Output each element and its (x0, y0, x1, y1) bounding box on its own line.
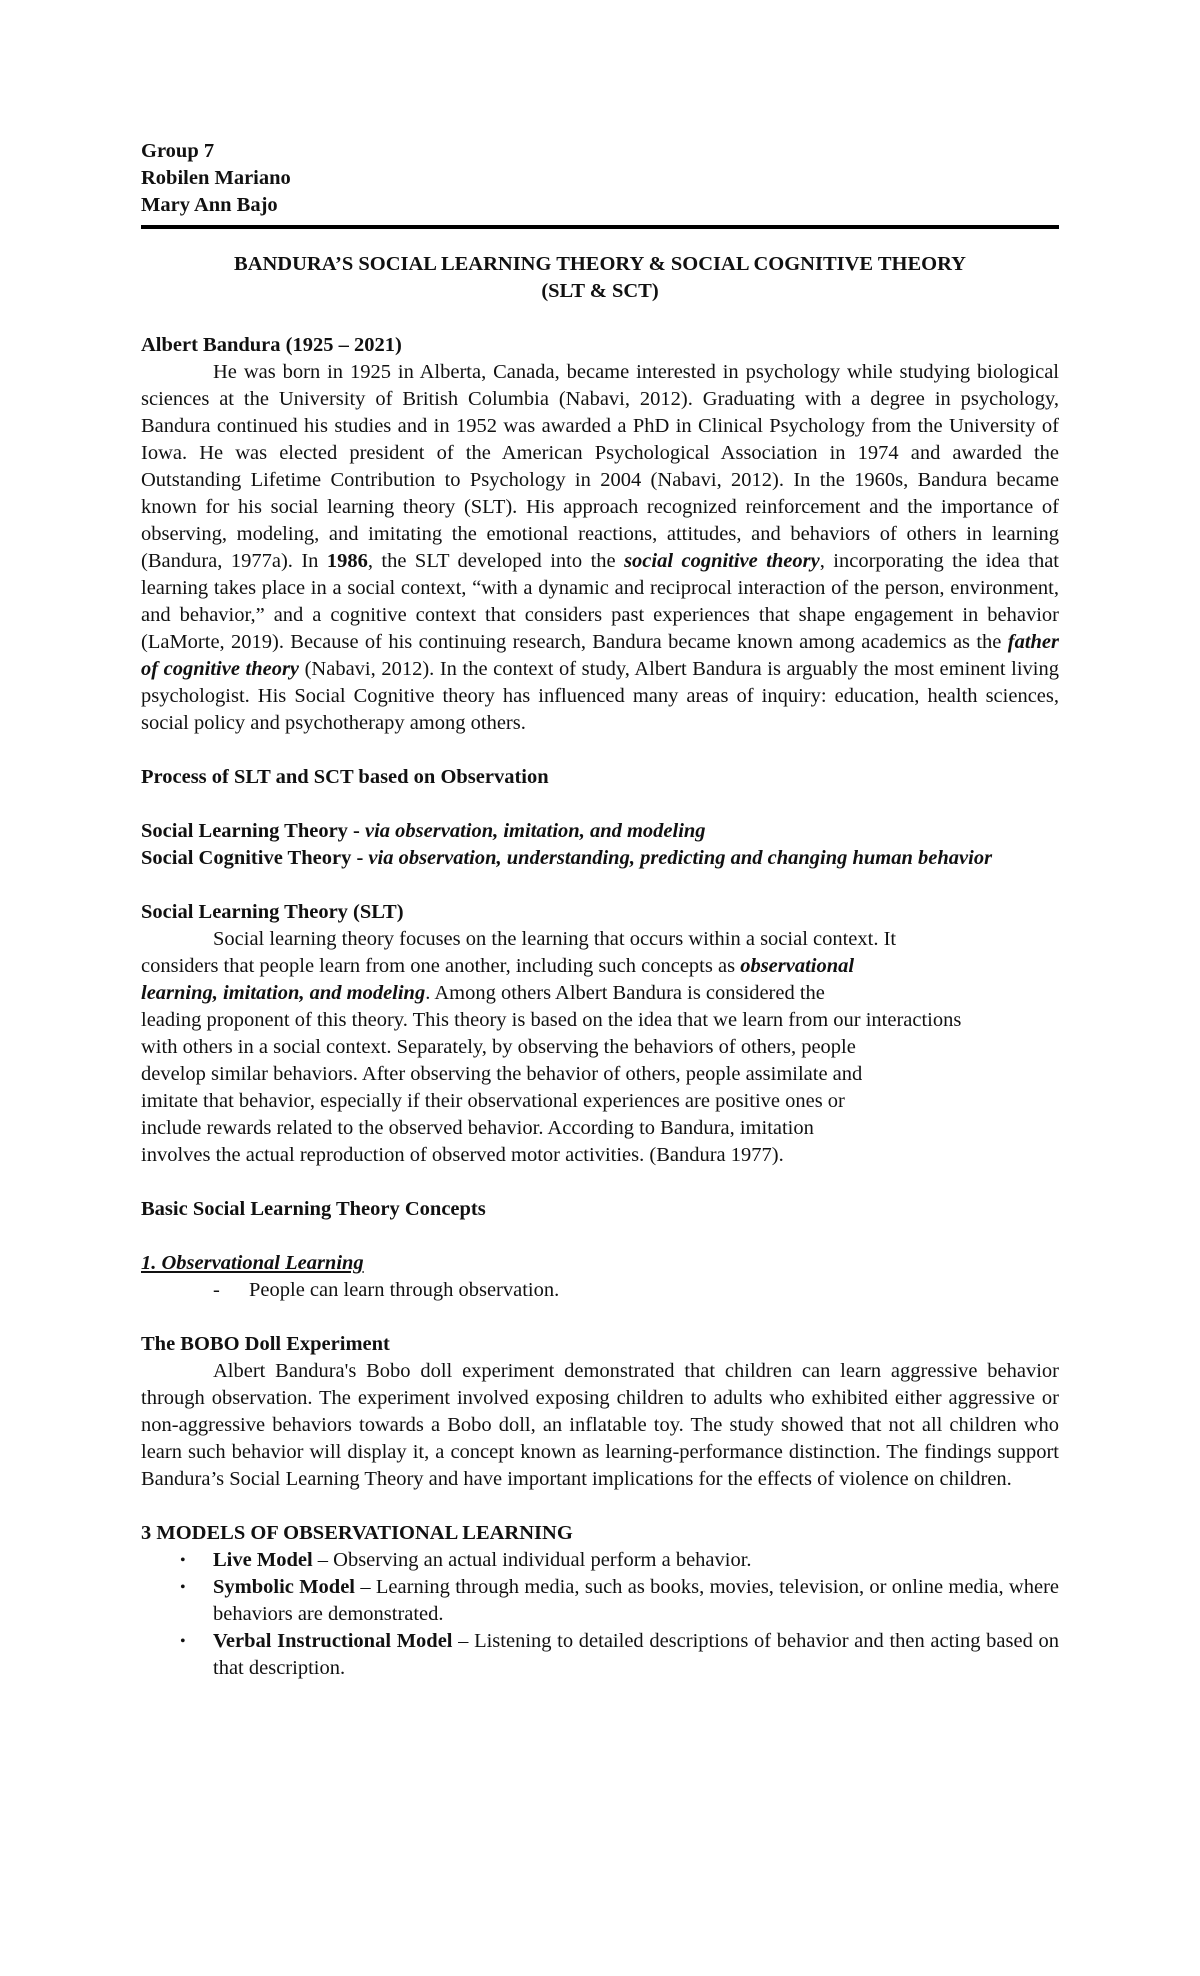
dash-marker: - (213, 1279, 220, 1301)
bullet-icon: • (180, 1579, 186, 1596)
slt-line-2-text: considers that people learn from one another, including such concepts as (141, 955, 741, 977)
title-line-2: (SLT & SCT) (541, 280, 659, 302)
process-sct-line (141, 845, 1059, 872)
bio-sct-term: social cognitive theory (624, 550, 820, 572)
process-slt-text: via observation, imitation, and modeling (365, 820, 706, 842)
bio-text-1: He was born in 1925 in Alberta, Canada, became interested in psychology while studying biological sciences at the University of British Columbia (Nabavi, 2012). Graduating with a degree in psychology, Bandura continued his studies and in 1952 was awarded a PhD in Clinical Psychology from the University of Iowa. He was elected president of the American Psychological Association in 1974 and awarded the Outstanding Lifetime Contribution to Psychology in 2004 (Nabavi, 2012). In the 1960s, Bandura became known for his social learning theory (SLT). His approach recognized reinforcement and the importance of observing, modeling, and imitating the emotional reactions, attitudes, and behaviors of others in learning (Bandura, 1977a). In (141, 361, 1059, 572)
model-name: Symbolic Model (213, 1576, 355, 1598)
slt-term-learning: learning, imitation, and modeling (141, 982, 426, 1004)
author-name-1: Robilen Mariano (141, 167, 291, 189)
bobo-heading: The BOBO Doll Experiment (141, 1333, 390, 1355)
slt-heading: Social Learning Theory (SLT) (141, 901, 404, 923)
list-item (141, 1547, 1059, 1574)
concept-item-text: People can learn through observation. (249, 1279, 560, 1301)
bullet-icon: • (180, 1552, 186, 1569)
bio-father-term: father of cognitive theory (141, 631, 1059, 680)
group-label: Group 7 (141, 140, 215, 162)
model-name: Live Model (213, 1549, 313, 1571)
bobo-paragraph: Albert Bandura's Bobo doll experiment demonstrated that children can learn aggressive behavior through observation. The experiment involved exposing children to adults who exhibited either aggressive or non-aggressive behaviors towards a Bobo doll, an inflatable toy. The study showed that not all children who learn such behavior will display it, a concept known as learning-performance distinction. The findings support Bandura’s Social Learning Theory and have important implications for the effects of violence on children. (141, 1360, 1059, 1490)
bullet-icon: • (180, 1633, 186, 1650)
model-desc: – Observing an actual individual perform a behavior. (312, 1549, 752, 1571)
bio-paragraph (141, 359, 1059, 737)
list-item (141, 1574, 1059, 1628)
concept-observational-learning: 1. Observational Learning (141, 1252, 364, 1274)
models-heading: 3 MODELS OF OBSERVATIONAL LEARNING (141, 1522, 573, 1544)
slt-line-7: imitate that behavior, especially if their observational experiences are positive ones or (141, 1090, 845, 1112)
concept-dash-item (141, 1277, 1059, 1304)
slt-line-9: involves the actual reproduction of observed motor activities. (Bandura 1977). (141, 1144, 784, 1166)
bio-text-3: , incorporating the idea that learning takes place in a social context, “with a dynamic and reciprocal interaction of the person, environment, and behavior,” and a cognitive context that considers past experiences that shape engagement in behavior (LaMorte, 2019). Because of his continuing research, Bandura became known among academics as the (141, 550, 1059, 653)
bio-heading: Albert Bandura (1925 – 2021) (141, 334, 402, 356)
slt-line-3 (141, 980, 1059, 1007)
header-divider (141, 225, 1059, 229)
slt-line-5: with others in a social context. Separately, by observing the behaviors of others, people (141, 1036, 856, 1058)
process-sct-label: Social Cognitive Theory - (141, 847, 369, 869)
slt-line-4: leading proponent of this theory. This theory is based on the idea that we learn from our interactions (141, 1009, 962, 1031)
slt-term-observational: observational (740, 955, 855, 977)
process-slt-label: Social Learning Theory - (141, 820, 365, 842)
process-slt-line (141, 818, 1059, 845)
author-name-2: Mary Ann Bajo (141, 194, 278, 216)
bio-text-4: (Nabavi, 2012). In the context of study, Albert Bandura is arguably the most eminent living psychologist. His Social Cognitive theory has influenced many areas of inquiry: education, health sciences, social policy and psychotherapy among others. (141, 658, 1059, 734)
concepts-heading: Basic Social Learning Theory Concepts (141, 1198, 486, 1220)
document-page (141, 138, 1059, 1682)
slt-line-8: include rewards related to the observed behavior. According to Bandura, imitation (141, 1117, 814, 1139)
process-sct-text: via observation, understanding, predicting and changing human behavior (368, 847, 993, 869)
process-heading: Process of SLT and SCT based on Observation (141, 766, 549, 788)
slt-line-2 (141, 953, 1059, 980)
slt-line-1: Social learning theory focuses on the learning that occurs within a social context. It (213, 928, 897, 950)
bio-year: 1986 (326, 550, 368, 572)
bio-text-2: , the SLT developed into the (367, 550, 625, 572)
model-desc: – Listening to detailed descriptions of behavior and then acting based on that description. (213, 1630, 1059, 1679)
model-name: Verbal Instructional Model (213, 1630, 453, 1652)
model-desc: – Learning through media, such as books, movies, television, or online media, where behaviors are demonstrated. (213, 1576, 1059, 1625)
document-title (141, 251, 1059, 305)
title-line-1: BANDURA’S SOCIAL LEARNING THEORY & SOCIAL COGNITIVE THEORY (234, 253, 966, 275)
list-item (141, 1628, 1059, 1682)
models-list (141, 1547, 1059, 1682)
slt-line-3-text: . Among others Albert Bandura is considered the (425, 982, 825, 1004)
slt-line-6: develop similar behaviors. After observing the behavior of others, people assimilate and (141, 1063, 863, 1085)
